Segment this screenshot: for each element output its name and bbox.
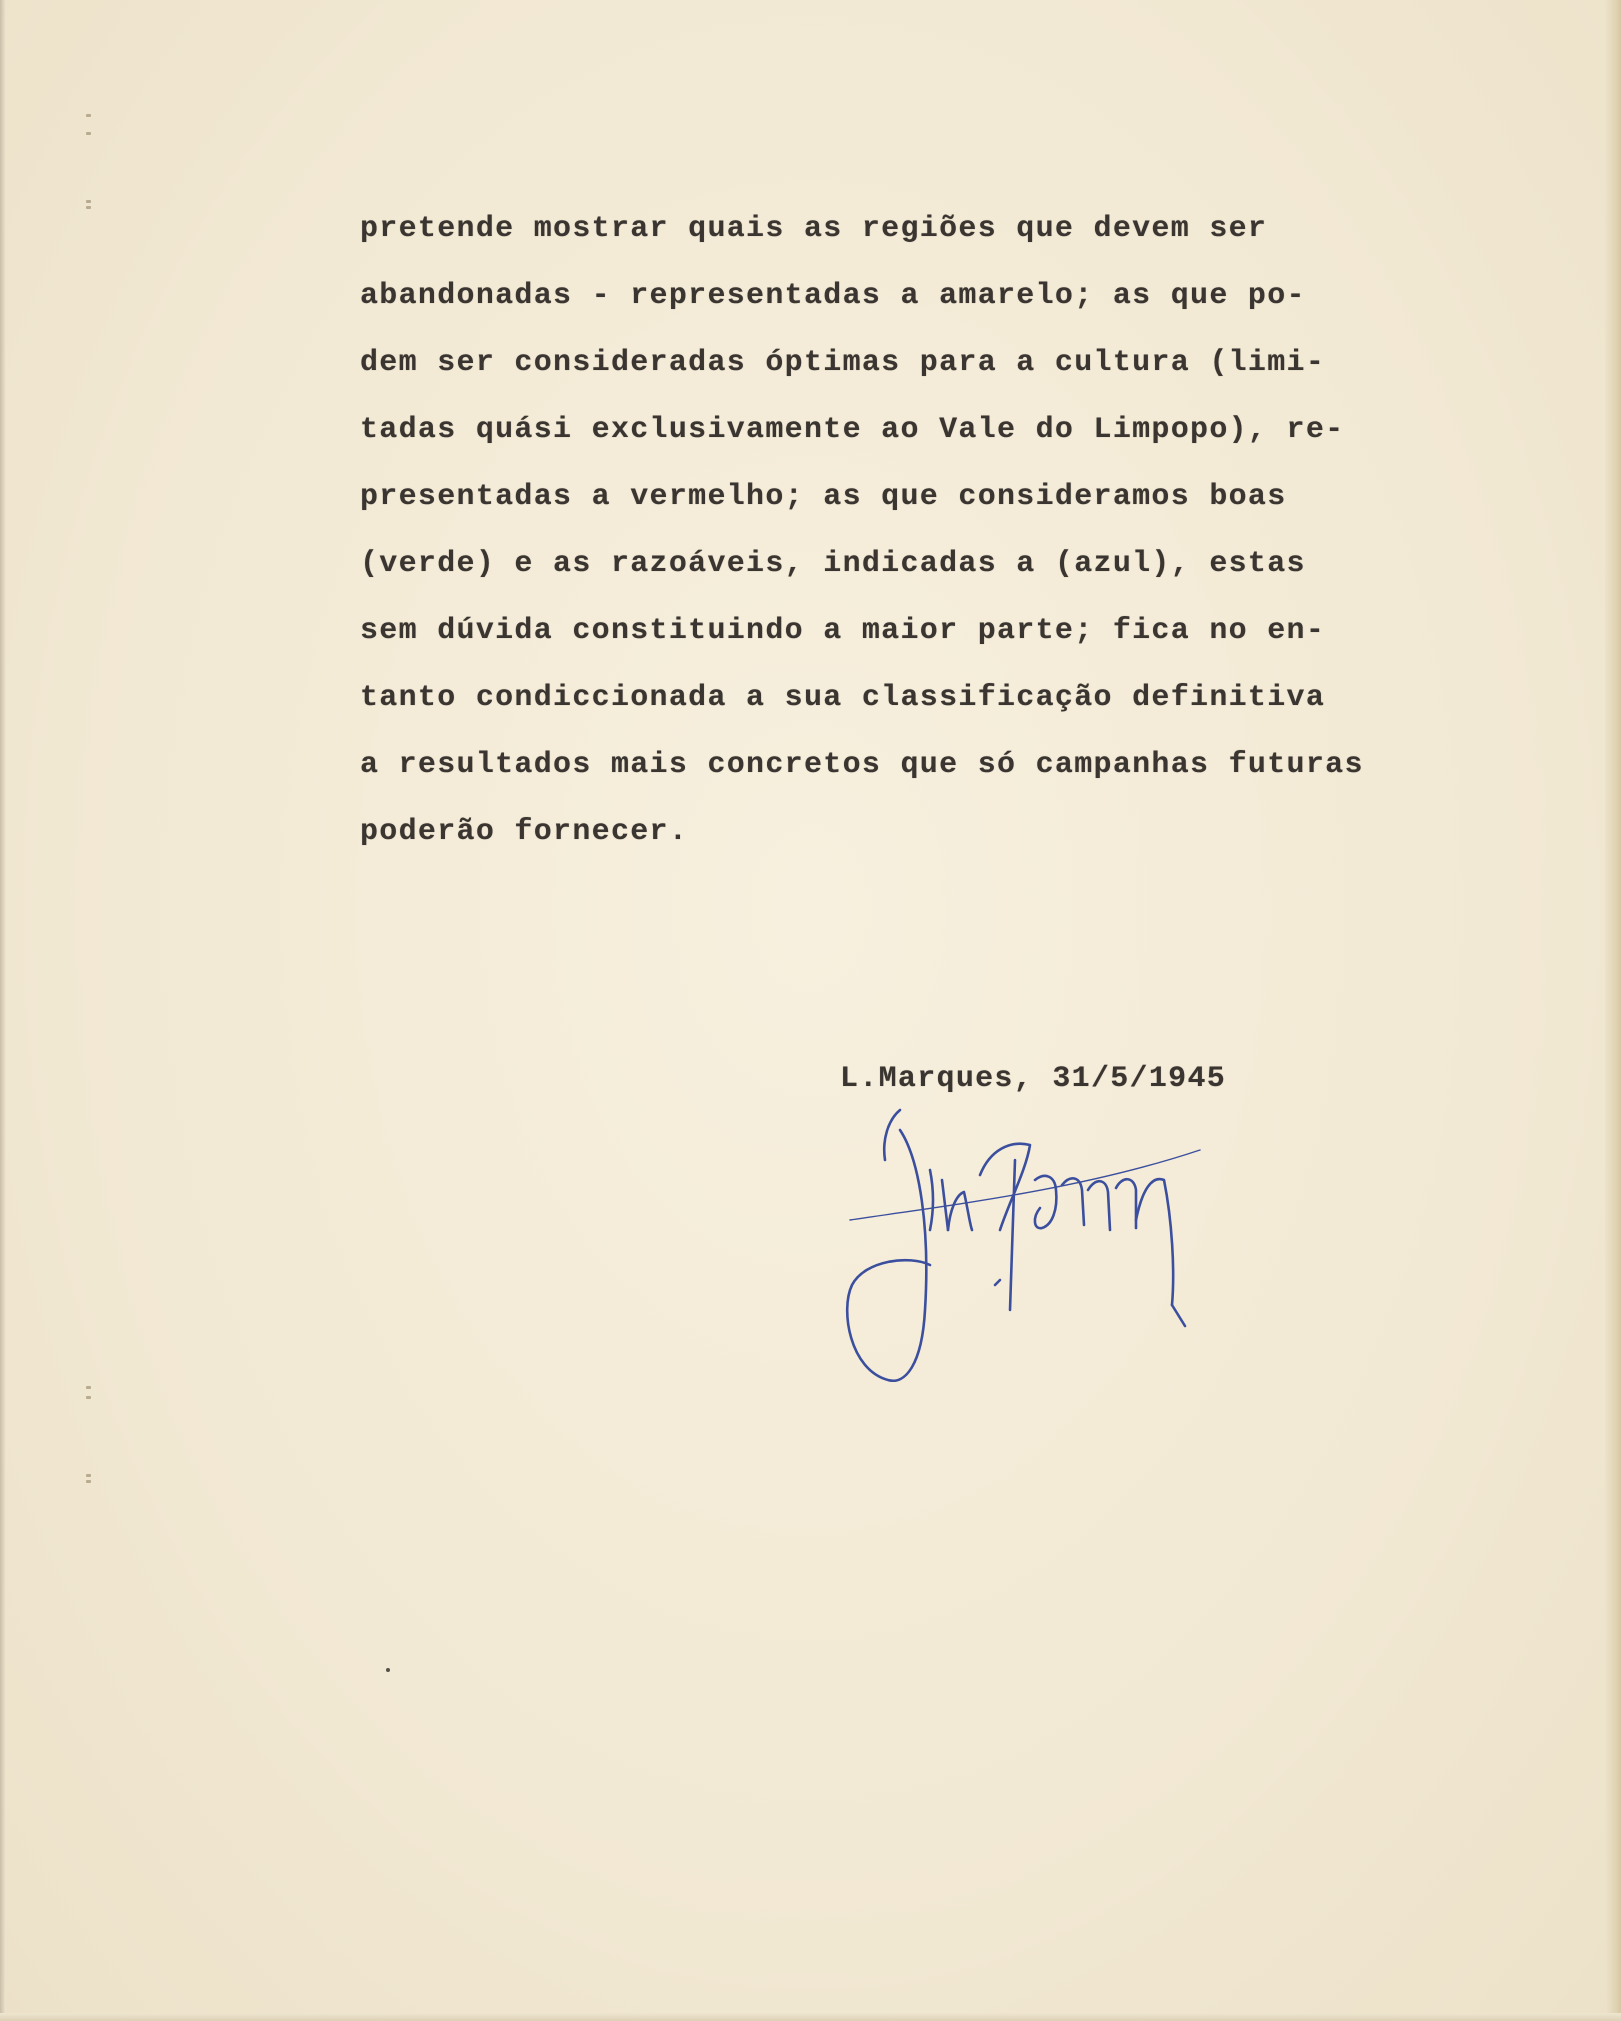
punch-mark xyxy=(86,1474,91,1477)
text-line: pretende mostrar quais as regiões que devem ser xyxy=(360,212,1268,246)
text-line: dem ser consideradas óptimas para a cultura (limi- xyxy=(360,346,1326,380)
page-right-edge xyxy=(1605,0,1621,2021)
page-left-edge xyxy=(0,0,6,2021)
text-line: tadas quási exclusivamente ao Vale do Limpopo), re- xyxy=(360,413,1345,447)
place-date-line: L.Marques, 31/5/1945 xyxy=(840,1062,1227,1096)
punch-mark xyxy=(86,114,91,117)
typed-body-text xyxy=(360,196,1420,866)
punch-mark xyxy=(86,200,91,203)
text-line: tanto condiccionada a sua classificação definitiva xyxy=(360,681,1326,715)
punch-mark xyxy=(86,132,91,135)
ink-speck xyxy=(386,1668,390,1672)
punch-mark xyxy=(86,1480,91,1483)
handwritten-signature xyxy=(830,1080,1230,1410)
page-bottom-edge xyxy=(0,2013,1621,2021)
punch-mark xyxy=(86,1396,91,1399)
text-line: presentadas a vermelho; as que consideramos boas xyxy=(360,480,1287,514)
punch-mark xyxy=(86,206,91,209)
punch-mark xyxy=(86,1386,91,1389)
text-line: abandonadas - representadas a amarelo; as que po- xyxy=(360,279,1306,313)
text-line: (verde) e as razoáveis, indicadas a (azul), estas xyxy=(360,547,1306,581)
text-line: a resultados mais concretos que só campanhas futuras xyxy=(360,748,1364,782)
text-line: poderão fornecer. xyxy=(360,815,689,849)
text-line: sem dúvida constituindo a maior parte; fica no en- xyxy=(360,614,1326,648)
